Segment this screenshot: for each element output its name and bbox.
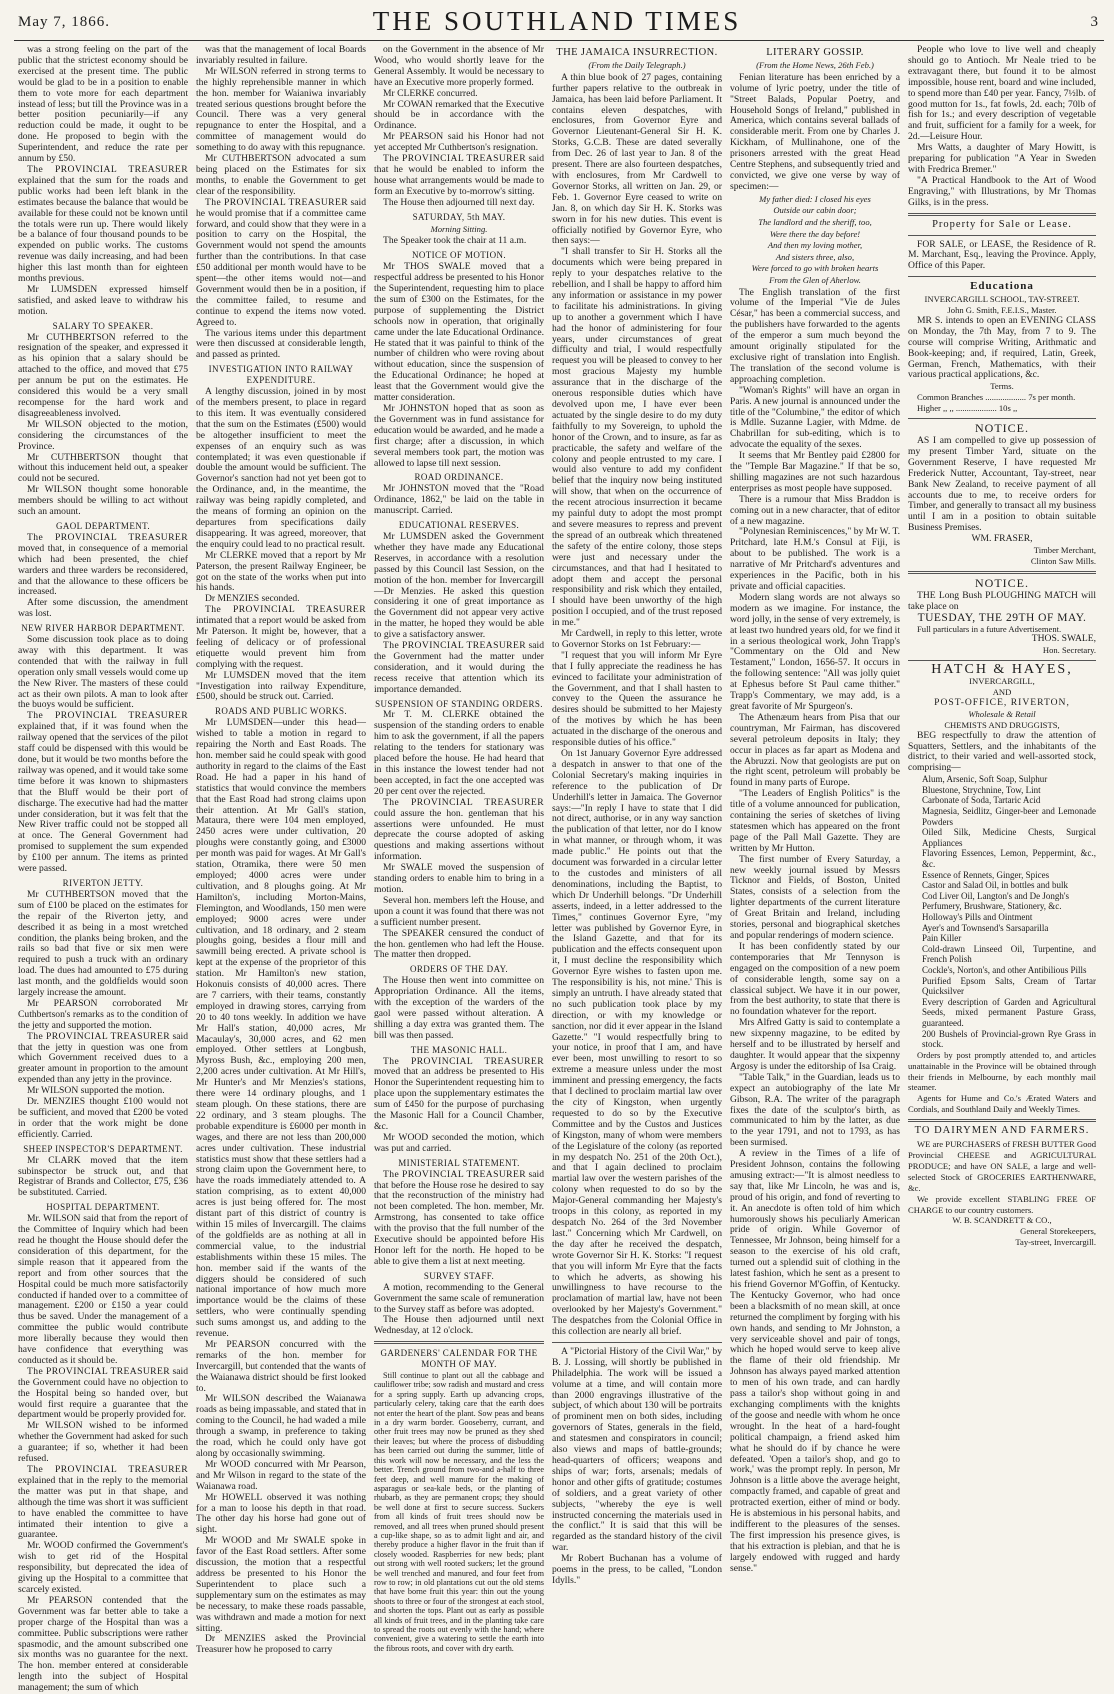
paragraph: Mr CUTHBERTSON advocated a sum being placed on the Estimates for six months, to enable the Government to get clear of the responsibility. bbox=[196, 153, 366, 197]
ad-signature: Hon. Secretary. bbox=[1042, 645, 1096, 656]
paragraph: Mr CLERKE concurred. bbox=[383, 87, 478, 99]
paragraph: The English translation of the first volume of the Imperial "Vie de Jules César," has been a commercial success, and the publishers have forwarded to the agents of the emperor a sum much beyond the amount originally stipulated for the exclusive right of translation into English. The translation of the second volume is approaching completion. bbox=[730, 286, 900, 385]
paragraph: Dr. MENZIES thought £100 would not be sufficient, and moved that £200 be voted in order that the work might be done efficiently. Carried. bbox=[18, 1096, 188, 1140]
paragraph: Mr. WOOD confirmed the Government's wish to get rid of the Hospital responsibility, but deprecated the idea of giving up the Hospital to a committee that scarcely existed. bbox=[18, 1540, 188, 1595]
paragraph: Mr CUTHBERTSON moved that the sum of £100 be placed on the estimates for the repair of the Riverton jetty, and described it as being in a most wretched condition, the planks being broken, and the rails so bad that five or six men were required to push a truck with an ordinary load. The dues had amounted to £75 during last month, and the goldfields would soon largely increase the amount. bbox=[18, 888, 188, 999]
terms-heading: Terms. bbox=[990, 381, 1014, 392]
section-heading: EDUCATIONAL RESERVES. bbox=[398, 520, 520, 531]
divider bbox=[374, 1341, 544, 1344]
paragraph bbox=[18, 1465, 188, 1541]
ad-heading: Educationa bbox=[970, 280, 1034, 293]
paragraph: Fenian literature has been enriched by a volume of lyric poetry, under the title of "Street Balads, Popular Poetry, and Household Songs of Ireland," published in America, which contains several ballads of considerable merit. From one by Charles J. Kickham, of Mullinahone, one of the prisoners arrested with the great Head Centre Stephens, and subsequently tried and convicted, we give one verse by way of specimen:— bbox=[730, 71, 900, 192]
divider bbox=[908, 1119, 1096, 1122]
paragraph: After some discussion, the amendment was lost. bbox=[18, 597, 188, 620]
paragraph: Mr LUMSDEN expressed himself satisfied, and asked leave to withdraw his motion. bbox=[18, 283, 188, 317]
paragraph: Mr THOS SWALE moved that a respectful address be presented to his Honor the Superintendent, requesting him to place the sum of £300 on the Estimates, for the purpose of supplementing the District schools now in operation, that originally came under the late Educational Ordinance. He stated that it was painful to think of the number of children who were roving about without education, since the suspension of the Educational Ordinance; he hoped at least that the Government would give the matter consideration. bbox=[374, 261, 544, 404]
divider bbox=[908, 571, 1096, 574]
issue-date: May 7, 1866. bbox=[18, 14, 110, 30]
poem-line: And sisters three, also, bbox=[775, 251, 855, 262]
paragraph bbox=[18, 1032, 188, 1087]
paragraph: Modern slang words are not always so modern as we imagine. For instance, the word jolly, in the sense of very extremely, is at least two hundred years old, for we find it in a serious theological work, John Trapp's "Commentary on the Old and New Testament," London, 1656-57. It occurs in the following sentence: "All was jolly quiet at Ephesus before St Paul came thither." Trapp's Commentary, we may add, is a great favorite of Mr Spurgeon's. bbox=[730, 591, 900, 712]
speech: said the Government could have no objection to the Hospital being so handed over, but would first require a guarantee that the department would be properly provided for. bbox=[18, 1365, 188, 1421]
divider bbox=[552, 1342, 722, 1343]
paragraph: Mr Robert Buchanan has a volume of poems in the press, to be called, "London Idylls." bbox=[552, 1553, 722, 1586]
paragraph bbox=[18, 1367, 188, 1422]
divider bbox=[908, 235, 1096, 236]
stock-item: Magnesia, Seidlitz, Ginger-beer and Lemonade Powders bbox=[922, 806, 1096, 827]
stock-item: Pain Killer bbox=[922, 933, 962, 944]
paragraph bbox=[18, 711, 188, 875]
paragraph: People who love to live well and cheaply should go to Antioch. Mr Neale tried to be extravagant there, but found it to be almost impossible, house rent, board and wine included, to spend more than £40 per year. Fancy, 7½lb. of good mutton for 1s., fat fowls, 2d. each; 70lb of fish for 1s.; and every description of vegetable and fruit, sufficient for a family for a week, for 2d.—Leisure Hour. bbox=[908, 44, 1096, 143]
paragraph: It has been confidently stated by our contemporaries that Mr Tennyson is engaged on the composition of a new poem of considerable length, some say on a classical subject. We have it in our power, from the best authority, to state that there is no foundation whatever for the report. bbox=[730, 940, 900, 1018]
speaker: The PROVINCIAL TREASURER bbox=[383, 796, 544, 808]
paragraph bbox=[196, 198, 366, 329]
section-heading: GARDENERS' CALENDAR FOR THE MONTH OF MAY. bbox=[380, 1348, 538, 1370]
speaker: The PROVINCIAL TREASURER bbox=[27, 1365, 171, 1377]
paragraph: Mr CUTHBERTSON referred to the resignation of the speaker, and expressed it as his opinion that a salary should be attached to the office, and moved that £75 per annum be put on the estimates. He considered this would be a very small recompense for the hard work and disagreeableness involved. bbox=[18, 331, 188, 419]
speech: explained that the sum for the roads and public works had been left blank in the estimates because the balance that would be available for these could not be known until the totals were run up. There would likely be a balance of four thousand pounds to be expended on public works. The customs revenue was daily increasing, and had been higher this last month than for eighteen months previous. bbox=[18, 174, 188, 285]
paragraph: The SPEAKER censured the conduct of the hon. gentlemen who had left the House. The matter then dropped. bbox=[374, 927, 544, 961]
advertisement: Agents for Hume and Co.'s Ærated Waters and Cordials, and Southland Daily and Weekly Times. bbox=[908, 1093, 1096, 1115]
paragraph: The first number of Every Saturday, a new weekly journal issued by Messrs Ticknor and Fields, of Boston, United States, consists of a selection from the lighter departments of the current literature of Great Britain and Ireland, including stories, personal and biographical sketches and popular renderings of modern science. bbox=[730, 853, 900, 941]
speech: said that the jetty in question was one from which Government received dues to a greater amount in proportion to the amount expended than any jetty in the province. bbox=[18, 1030, 188, 1086]
paragraph: Mr PEARSON contended that the Government was far better able to take a proper charge of the Hospital than was a committee. Public subscriptions were rather spasmodic, and the amount subscribed one six months was no guarantee for the next. The hon. member entered at considerable length into the subject of Hospital management; the sum of which bbox=[18, 1594, 188, 1694]
speech: intimated that a report would be asked from Mr Paterson. It might be, however, that a feeling of delicacy or of professional etiquette would prevent him from complying with the request. bbox=[196, 615, 366, 670]
column-5 bbox=[730, 45, 900, 1601]
stock-item: Bluestone, Strychnine, Tow, Lint bbox=[922, 784, 1041, 795]
paragraph: Mr HOWELL observed it was nothing for a man to loose his depth in that road. The other day his horse had gone out of sight. bbox=[196, 1491, 366, 1536]
stock-item: Cod Liver Oil, Langton's and De Jongh's bbox=[922, 890, 1069, 901]
paragraph: Dr MENZIES asked the Provincial Treasurer how he proposed to carry bbox=[196, 1633, 366, 1656]
paragraph: Mrs Alfred Gatty is said to contemplate a new sixpenny magazine, to be edited by herself and to be illustrated by herself and daughter. It would appear that the sixpenny Argosy is under the editorship of Isa Craig. bbox=[730, 1017, 900, 1072]
column-3 bbox=[374, 44, 544, 1653]
stock-item: 200 Bushels of Provincial-grown Rye Grass in stock. bbox=[922, 1028, 1096, 1050]
section-heading: SUSPENSION OF STANDING ORDERS. bbox=[375, 698, 543, 709]
paragraph bbox=[374, 1057, 544, 1133]
paragraph bbox=[196, 605, 366, 670]
advertisement: AS I am compelled to give up possession of my present Timber Yard, situate on the Government Reserve, I have requested Mr Frederick Nutter, Accountant, Tay-street, near Bank New Zealand, to receive payment of all accounts due to me, to receive orders for Timber, and generally to transact all my business until I am in a position to obtain suitable Business Premises. bbox=[908, 435, 1096, 534]
ad-heading: NOTICE. bbox=[975, 575, 1029, 590]
speech: explained that in the reply to the memorial the matter was put in that shape, and although the time was short it was sufficient to have enabled the committee to have intimated their intention to give a guarantee. bbox=[18, 1474, 188, 1541]
paragraph: The Speaker took the chair at 11 a.m. bbox=[383, 235, 527, 247]
paragraph: The House then went into committee on Appropriation Ordinance. All the items, with the exception of the warders of the gaol were passed without alteration. A shilling a day extra was granted them. The bill was then passed. bbox=[374, 975, 544, 1041]
terms-line: Higher ,, ,, ................... 10s ,, bbox=[917, 403, 1018, 414]
speaker: The PROVINCIAL TREASURER bbox=[383, 640, 527, 652]
paragraph: A thin blue book of 27 pages, containing further papers relative to the outbreak in Jamaica, has been laid before Parliament. It contains eleven despatches, with enclosures, from Governor Eyre and Governor Lieutenant-General Sir H. K. Storks, G.C.B. These are dated severally from Dec. 26 of last year to Jan. 8 of the present. There are also fourteen despatches, with enclosures, from Mr Cardwell to Governor Storks, all written on Jan. 29, or Feb. 1. Governor Eyre ceased to write on Jan. 8, on which day Sir H. K. Storks was sworn in for his new duties. This event is officially notified by Governor Eyre, who then says:— bbox=[552, 71, 722, 247]
poem-line: Outside our cabin door; bbox=[773, 205, 857, 216]
ad-signature: Timber Merchant, bbox=[1033, 545, 1096, 556]
ad-heading: Property for Sale or Lease. bbox=[932, 218, 1072, 230]
advertisement: Full particulars in a future Advertisement. bbox=[917, 623, 1062, 634]
paragraph: Mr SWALE moved the suspension of standing orders to enable him to bring in a motion. bbox=[374, 862, 544, 895]
speaker: The PROVINCIAL TREASURER bbox=[205, 196, 349, 208]
speaker: The PROVINCIAL TREASURER bbox=[27, 163, 188, 175]
paragraph bbox=[18, 533, 188, 598]
paragraph: Mrs Watts, a daughter of Mary Howitt, is preparing for publication "A Year in Sweden with Fredrica Bremer." bbox=[908, 142, 1096, 175]
stock-item: Essence of Rennets, Ginger, Spices bbox=[922, 869, 1050, 880]
paragraph: Mr WILSON wished to be informed whether the Government had asked for such a guarantee; if so, whether it had been refused. bbox=[18, 1420, 188, 1465]
paragraph: The House then adjourned until next Wednesday, at 12 o'clock. bbox=[374, 1314, 544, 1337]
paragraph: "I shall transfer to Sir H. Storks all the documents which were being prepared in reply to your despatches relative to the rebellion, and I shall be happy to afford him any information or assistance in my power to facilitate his administrations. In giving up to another a government which I have had the honor of administering for four years, under circumstances of great difficulty and trial, I would respectfully request you will be pleased to convey to her most gracious Majesty my humble assurance that in the discharge of the onerous responsible duties which have devolved upon me, I have ever been actuated by the single desire to do my duty faithfully to my Sovereign, to uphold the honor of the Crown, and to insure, as far as practicable, the safety and welfare of the colony and people entrusted to my care. I would also venture to add my confident belief that the inquiry now being instituted will show, that when on the occurrence of the recent atrocious insurrection it became my painful duty to adopt the most prompt and severe measures to repress and prevent the spread of an outbreak which threatened the safety of the entire colony, those steps were just and necessary under the circumstances, and that had I hesitated to adopt them and accept the personal responsibility and risk which they entailed, I should have been unworthy of the high position I occupied, and of the trust reposed in me." bbox=[552, 246, 722, 629]
speaker: The PROVINCIAL TREASURER bbox=[27, 531, 188, 543]
speech: moved that an address be presented to His Honor the Superintendent requesting him to place upon the supplementary estimates the sum of £450 for the purpose of purchasing the Masonic Hall for a Council Chamber, &c. bbox=[374, 1066, 544, 1132]
ad-signature: WM. FRASER, bbox=[971, 533, 1033, 545]
paragraph: A motion, recommending to the General Government the same scale of remuneration to the Survey staff as before was adopted. bbox=[374, 1281, 544, 1315]
column-1 bbox=[18, 44, 188, 1694]
ad-signature: W. B. SCANDRETT & CO., bbox=[952, 1215, 1052, 1226]
paragraph: Mr PEARSON said his Honor had not yet accepted Mr Cuthbertson's resignation. bbox=[374, 131, 544, 154]
paragraph: Mr WOOD concurred with Mr Pearson, and Mr Wilson in regard to the state of the Waianawa road. bbox=[196, 1458, 366, 1492]
paragraph: Still continue to plant out all the cabbage and cauliflower tribe; sow radish and mustard and cress for a spring supply. Earth up advancing crops, particularly celery, taking care that the earth does not enter the heart of the plant. Sow peas and beans in a dry warm border. Gooseberry, currant, and other fruit trees may now be pruned as they shed their leaves; but where the process of disbudding has been carried out during the summer, little of this work will now be necessary, and the less the better. Trench ground from two-and a-half to three feet deep, and well manure for the making of asparagus or sea-kale beds, or the planting of rhubarb, as they are permanent crops; they should be well done at first to secure success. Suckers from all kinds of fruit trees should now be removed, and all trees when pruned should present a cup-like shape, so as to admit light and air, and thereby produce a higher flavor in the fruit than if closely wooded. Raspberries for new beds; plant out strong with well rooted suckers; let the ground be well trenched and manured, and four feet from row to row; in old plantations cut out the old stems that have borne fruit this year: thin out the young shoots to three or four of the strongest at each stool, and shorten the tops. Plant out as early as possible all kinds of fruit trees, and in the planting take care to spread the roots out evenly with the hand; where convenient, give a watering to settle the earth into the fibrous roots, and cover with dry earth. bbox=[374, 1371, 544, 1653]
poem-line: From the Glen of Aherlow. bbox=[769, 274, 861, 285]
ad-signature: Clinton Saw Mills. bbox=[1030, 555, 1096, 566]
section-heading: INVESTIGATION INTO RAILWAY EXPENDITURE. bbox=[208, 364, 354, 386]
advertisement: We provide excellent STABLING FREE OF CHARGE to our country customers. bbox=[908, 1193, 1096, 1215]
paragraph: Mr JOHNSTON moved that the "Road Ordinance, 1862," be laid on the table in manuscript. Carried. bbox=[374, 483, 544, 517]
paragraph: Mr LUMSDEN—under this head—wished to table a motion in regard to repairing the North and East Roads. The hon. member said he could speak with good authority in regard to the claims of the East Road. He had a paper in his hand of statistics that would convince the members that the East Road had strong claims upon their attention. At Mr Gall's station, Mataura, there were 104 men employed, 2450 acres were under cultivation, 20 ploughs were constantly going, and £3000 per month was paid for wages. At Mr Gall's station, Otramika, there were 50 men employed; 4000 acres were under cultivation, and 8 ploughs going. At Mr Hamilton's, including Morton-Mains, Flemington, and Woodlands, 150 men were employed; 9000 acres were under cultivation, and 18 ordinary, and 2 steam ploughs going, besides a flour mill and sawmill being erected. A private school is kept at the expense of the proprietor of this station. Mr Hamilton's new station, Hokonuis consists of 40,000 acres. There are 7 carriers, with their teams, constantly employed in drawing stores, carrying from 20 to 40 tons weekly. In addition we have Mr Hall's station, 40,000 acres, Mr Macaulay's, 30,000 acres, and 62 men employed. Other settlers at Longbush, Myross Bush, &c., employing 200 men, 2,200 acres under cultivation. At Mr Hill's, Mr Hunter's and Mr Menzies's stations, there were 14 ordinary ploughs, and 1 steam plough. On these stations, there are 22 ordinary, and 3 steam ploughs. The probable expenditure is £6000 per month in wages, and there are not less than 200,000 acres under cultivation. These industrial statistics must show that these settlers had a strong claim upon the Government here, to have the roads immediately attended to. A station comprising, as to extent 40,000 acres is just being offered for. The most distant part of this district of country is within 15 miles of Invercargill. The claims of the goldfields are as nothing at all in commercial value, to the industrial establishments within these 15 miles. The hon. member said if the wants of the diggers should be considered of such national importance of how much more importance would be the claims of these settlers, who were continually spending such sums amongst us, and adding to the revenue. bbox=[196, 717, 366, 1340]
page-number: 3 bbox=[1090, 14, 1098, 30]
ad-heading: NOTICE. bbox=[975, 421, 1029, 436]
advertisement: FOR SALE, or LEASE, the Residence of R. M. Marchant, Esq., leaving the Province. Apply, Office of this Paper. bbox=[908, 238, 1096, 272]
column-2 bbox=[196, 44, 366, 1656]
paragraph: On 1st January Governor Eyre addressed a despatch in answer to that one of the Colonial Secretary's making inquiries in reference to the publication of Dr Underhill's letter in Jamaica. The Governor says:—"In reply I have to state that I did not direct, authorise, or in any way sanction the publication of that letter, nor do I know in what manner, or through whom, it was made public." He points out that the document was forwarded in a circular letter to the custodes and ministers of all denominations, including the Baptist, to which Dr Underhill belongs. "Dr Underhill asserts, indeed, in a letter addressed to the Times," continues Governor Eyre, "my letter was published by Governor Eyre, in the Island Gazette, and that for its publication and the effects consequent upon it, I must decline the responsibility which Governor Eyre wishes to fasten upon me. The responsibility is his, not mine.' This is simply an untruth. I have already stated that no such publication took place by my direction, or with my knowledge or sanction, nor did it ever appear in the Island Gazette." "I would respectfully bring to your notice, in proof that I am, and have ever been, most unwilling to resort to so extreme a measure unless under the most imminent and pressing emergency, the facts that I declined to proclaim martial law over the city of Kingston, when urgently requested to do so by the Executive Committee and by the Custos and Justices of Kingston, many of whom were members of the Legislature of the colony (as reported in my despatch No. 251 of the 20th Oct.), and that I again declined to proclaim martial law over the western parishes of the colony when requested to do so by the Major-General commanding her Majesty's troops in this colony, as reported in my despatch No. 264 of the 3rd November last." Concerning which Mr Cardwell, on the day after he received the despatch, wrote Governor Sir H. K. Storks: "I request that you will inform Mr Eyre that the facts to which he adverts, as showing his unwillingness to have recourse to the proclamation of martial law, have not been overlooked by her Majesty's Government." The despatches from the Colonial Office in this collection are nearly all brief. bbox=[552, 748, 722, 1338]
stock-item: Castor and Salad Oil, in bottles and bulk bbox=[922, 880, 1068, 891]
paragraph: A review in the Times of a life of President Johnson, contains the following amusing extract:—"It is almost needless to say that, like Mr Lincoln, he was and is, proud of his origin, and fond of reverting to it. An anecdote is often told of him which humorously shows his peculiarly American pride of origin. While Governor of Tennessee, Mr Johnson, being himself for a season to the exercise of his old craft, turned out a splendid suit of clothing in the latest fashion, which he sent as a present to his friend Governor M'Goffin, of Kentucky. The Kentucky Governor, who had once been a blacksmith of no mean skill, at once returned the compliment by forging with his own hands, and sending to Mr Johnston, a very serviceable shovel and pair of tongs, which he hoped would serve to keep alive the flame of their old friendship. Mr Johnson has always payed marked attention to men of his own trade, and can hardly pass a tailor's shop without going in and exchanging compliments with the knights of the goose and needle with whom he once wrought. In the heat of a hard-fought political champaign, a friend asked him what he should do if by chance he were defeated. 'Open a tailor's shop, and go to work,' was the prompt reply. In person, Mr Johnson is a little above the average height, compactly framed, and capable of great and protracted exertion, either of mind or body. He is abstemious in his personal habits, and indifferent to the pleasures of the senses. The first impression his presence gives, is that his extraction is plebian, and that he is largely endowed with rugged and hardy sense." bbox=[730, 1148, 900, 1574]
speaker: The PROVINCIAL TREASURER bbox=[27, 710, 188, 722]
paragraph: Mr WILSON referred in strong terms to the highly reprehensible manner in which the hon. member for Waianiwa invariably treated serious questions brought before the Council. There was a very general repugnance to enter the Hospital, and a committee of management would do something to do away with this repugnance. bbox=[196, 65, 366, 154]
newspaper-title: THE SOUTHLAND TIMES bbox=[372, 6, 742, 36]
paragraph: "Woman's Rights" will have an organ in Paris. A new journal is announced under the title of the "Columbine," the editor of which is Mdlle. Suzanne Lagier, with Mdme. de Chabrillan for sub-editing, which is to advocate the equality of the sexes. bbox=[730, 384, 900, 451]
ad-signature: General Storekeepers, bbox=[1020, 1226, 1096, 1237]
paragraph: Mr WOOD seconded the motion, which was put and carried. bbox=[374, 1131, 544, 1154]
firm-trade: Wholesale & Retail bbox=[968, 708, 1036, 719]
paragraph: "Polynesian Reminiscences," by Mr W. T. Pritchard, late H.M.'s Consul at Fiji, is about to be published. The work is a narrative of Mr Pritchard's adventures and experiences in the Pacific, both in his private and official capacities. bbox=[730, 526, 900, 592]
paragraph: Mr LUMSDEN moved that the item "Investigation into railway Expenditure, £500, should be struck out. Carried. bbox=[196, 669, 366, 703]
paragraph: Mr COWAN remarked that the Executive should be in accordance with the Ordinance. bbox=[374, 98, 544, 132]
section-heading: SALARY TO SPEAKER. bbox=[52, 320, 154, 331]
paragraph bbox=[374, 798, 544, 863]
paragraph: on the Government in the absence of Mr Wood, who would shortly leave for the General Assembly. It would be necessary to have an Executive more properly formed. bbox=[374, 44, 544, 88]
speaker: The PROVINCIAL TREASURER bbox=[383, 1168, 527, 1180]
poem-line: And then my loving mother, bbox=[767, 240, 863, 251]
school-master: John G. Smith, F.E.I.S., Master. bbox=[947, 305, 1057, 316]
paragraph: Mr LUMSDEN asked the Government whether they have made any Educational Reserves, in accordance with a resolution passed by this Council last Session, on the motion of the hon. member for Invercargill—Dr Menzies. He asked this question considering it one of great importance as the Government did not appear very active in the matter, he hoped they would be able to give a satisfactory answer. bbox=[374, 530, 544, 641]
paragraph bbox=[374, 641, 544, 696]
poem-line: The landlord and the sheriff, too, bbox=[758, 216, 872, 227]
ad-signature: THOS. SWALE, bbox=[1031, 633, 1096, 645]
advertisement: WE are PURCHASERS of FRESH BUTTER Good Provincial CHEESE and AGRICULTURAL PRODUCE; and have ON SALE, a large and well-selected Stock of GROCERIES EARTHENWARE, &c. bbox=[908, 1139, 1096, 1193]
ad-signature: Tay-street, Invercargill. bbox=[1015, 1237, 1096, 1248]
paragraph: Mr PEARSON concurred with the remarks of the hon. member for Invercargill, but contended that the wants of the Waianawa district should be first looked to. bbox=[196, 1338, 366, 1394]
terms-line: Common Branches ................... 7s per month. bbox=[917, 392, 1076, 403]
section-heading: GAOL DEPARTMENT. bbox=[55, 520, 151, 531]
speech: said he would promise that if a committee came forward, and could show that they were in a position to carry on the Hospital, the Government would not spend the amounts further than the contributions. In that case £50 additional per month would have to be spent—the other items would not—and Government would then be in a position, if the committee failed, to resume and continue to expend the items now voted. Agreed to. bbox=[196, 196, 366, 328]
paragraph: was a strong feeling on the part of the public that the strictest economy should be exercised at the present time. The public would be glad to be in a position to enable them to vote more for each department instead of less; but till the Province was in a better position pecuniarily—if any reduction could be made, it ought to be done. He proposed to begin with the Superintendent, and reduce the rate per annum by £50. bbox=[18, 44, 188, 165]
paragraph: "A Practical Handbook to the Art of Wood Engraving," with Illustrations, by Mr Thomas Gilks, is in the press. bbox=[908, 174, 1096, 208]
paragraph: Mr. WILSON said that from the report of the Committee of Inquiry which had been read he thought the House should defer the consideration of this department, for the simple reason that it appeared from the report and from other sources that the Hospital could be much more satisfactorily conducted if handed over to a committee of management. £200 or £150 a year could thus be saved. Under the management of a committee the public would contribute more liberally because they would then have confidence that everything was conducted as it should be. bbox=[18, 1213, 188, 1366]
section-heading: SHEEP INSPECTOR'S DEPARTMENT. bbox=[23, 1143, 183, 1154]
speech: said the Government had the matter under consideration, and it would during the recess receive that attention which its importance demanded. bbox=[374, 640, 544, 695]
paragraph: A lengthy discussion, joined in by most of the members present, to place in regard to this item. It was eventually considered that the sum on the Estimates (£500) would be altogether insufficient to meet the expenses of an enquiry such as was contemplated; it was even questionable if double the amount would be sufficient. The Governor's sanction had not yet been got to the Ordinance, and, in the meantime, the railway was being rapidly completed, and the means of forming an opinion on the departures from specifications daily disappearing. It was agreed, moreover, that the enquiry could lead to no practical result. bbox=[196, 386, 366, 550]
paragraph: Mr WILSON supported the motion. bbox=[27, 1085, 165, 1097]
poem-line: Were forced to go with broken hearts bbox=[751, 263, 879, 274]
paragraph: Mr CUTHBERTSON thought that without this inducement held out, a speaker could not be secured. bbox=[18, 451, 188, 485]
paragraph bbox=[374, 154, 544, 198]
divider bbox=[908, 660, 1096, 661]
divider bbox=[908, 418, 1096, 419]
section-heading: ORDERS OF THE DAY. bbox=[409, 964, 509, 975]
section-source: (From the Daily Telegraph.) bbox=[588, 59, 686, 70]
paragraph: Mr Cardwell, in reply to this letter, wrote to Governor Storks on 1st February:— bbox=[552, 628, 722, 650]
speech: said that before the House rose he desired to say that the reconstruction of the ministry had not been completed. The hon. member, Mr. Armstrong, has consented to take office with the proviso that the full number of the Executive should be appointed before His Honor left for the north. He hoped to be able to give them a list at next meeting. bbox=[374, 1168, 544, 1267]
stock-item: Purified Epsom Salts, Cream of Tartar Quicksilver bbox=[922, 975, 1096, 997]
stock-item: Carbonate of Soda, Tartaric Acid bbox=[922, 795, 1041, 806]
divider bbox=[908, 276, 1096, 277]
event-date: TUESDAY, THE 29TH OF MAY. bbox=[917, 611, 1087, 624]
paragraph: Mr WILSON thought some honorable members should be willing to act without such an amount. bbox=[18, 484, 188, 518]
speaker: The PROVINCIAL TREASURER bbox=[383, 153, 527, 165]
section-heading: THE JAMAICA INSURRECTION. bbox=[556, 47, 718, 58]
speech: explained that, if it was found when the railway opened that the services of the pilot staff could be dispensed with this would be done, but it would be two months before the railway was opened, and it would take some time before it was known to shipmasters that the Bluff would be their port of discharge. The executive had had the matter under consideration, but it was felt that the New River traffic could not be stopped all at once. The General Government had promised to supplement the sum expended by £100 per annum. The items as printed were passed. bbox=[18, 721, 188, 875]
stock-item: Holloway's Pills and Ointment bbox=[922, 912, 1033, 922]
poem-line: Were there the day before! bbox=[769, 228, 861, 239]
paragraph bbox=[18, 165, 188, 285]
advertisement: Orders by post promptly attended to, and articles unattainable in the Province will be obtained through their friends in Melbourne, by each monthly mail steamer. bbox=[908, 1049, 1096, 1093]
masthead-rule bbox=[14, 40, 1104, 41]
paragraph: Several hon. members left the House, and upon a count it was found that there was not a sufficient number present. bbox=[374, 894, 544, 928]
paragraph: Mr WILSON objected to the motion, considering the circumstances of the Province. bbox=[18, 418, 188, 452]
section-heading: ROADS AND PUBLIC WORKS. bbox=[214, 706, 348, 717]
paragraph: Mr T. M. CLERKE obtained the suspension of the standing orders to enable him to ask the government, if all the papers relating to the tenders for stationary was placed before the house. He had heard that in this instance the lowest tender had not been accepted, in fact the one accepted was 20 per cent over the rejected. bbox=[374, 709, 544, 797]
stock-item: Every description of Garden and Agricultural Seeds, mixed permanent Pasture Grass, guaranteed. bbox=[922, 996, 1096, 1028]
stock-item: Ayer's and Townsend's Sarsaparilla bbox=[922, 922, 1049, 933]
paragraph: "I request that you will inform Mr Eyre that I fully appreciate the readiness he has evinced to facilitate your administration of the Government, and that I shall hasten to convey to the Queen the assurance he desires should be submitted to her Majesty of the motives by which he has been actuated in the discharge of the onerous and responsible duties of his office." bbox=[552, 649, 722, 749]
stock-item: Oiled Silk, Medicine Chests, Surgical Appliances bbox=[922, 827, 1096, 848]
paragraph: was that the management of local Boards invariably resulted in failure. bbox=[196, 44, 366, 66]
column-4 bbox=[552, 45, 722, 1601]
paragraph: Some discussion took place as to doing away with this department. It was contended that with the railway in full operation only small vessels would come up the New River. The masters of these could act as their own pilots. A man to look after the buoys would be sufficient. bbox=[18, 634, 188, 711]
speaker: The PROVINCIAL TREASURER bbox=[27, 1464, 188, 1475]
speech: could assure the hon. gentleman that his assertions were unfounded. He must deprecate the course adopted of asking questions and making assertions without information. bbox=[374, 807, 544, 863]
speaker: The PROVINCIAL TREASURER bbox=[383, 1055, 544, 1067]
paragraph: Mr WILSON described the Waianawa roads as being impassable, and stated that in coming to the Council, he had waded a mile through a swamp, in preference to taking the road, which he could only have got along by occasionally swimming. bbox=[196, 1393, 366, 1459]
section-heading: ROAD ORDINANCE. bbox=[414, 472, 504, 483]
column-6-advertisements bbox=[908, 45, 1096, 1601]
section-heading: SURVEY STAFF. bbox=[423, 1270, 495, 1281]
section-heading: THE MASONIC HALL. bbox=[410, 1044, 508, 1055]
stock-item: Perfumery, Brushware, Stationery, &c. bbox=[922, 901, 1062, 912]
firm-and: AND bbox=[992, 687, 1012, 698]
paragraph: The various items under this department were then discussed at considerable length, and passed as printed. bbox=[196, 327, 366, 361]
paragraph: Mr CLERKE moved that a report by Mr Paterson, the present Railway Engineer, be got on the state of the works when put into his hands. bbox=[196, 549, 366, 594]
firm-place: INVERCARGILL, bbox=[969, 676, 1035, 687]
paragraph: Mr CLARK moved that the item subinspector be struck out, and that Registrar of Brands and Collector, £75, £36 be substituted. Carried. bbox=[18, 1154, 188, 1199]
section-heading: NEW RIVER HARBOR DEPARTMENT. bbox=[21, 623, 185, 634]
speaker: The PROVINCIAL TREASURER bbox=[27, 1030, 171, 1042]
school-name: INVERCARGILL SCHOOL, TAY-STREET. bbox=[924, 294, 1080, 305]
paragraph: Mr PEARSON corroborated Mr Cuthbertson's remarks as to the condition of the jetty and supported the motion. bbox=[18, 997, 188, 1031]
paragraph: The House then adjourned till next day. bbox=[383, 196, 535, 208]
paragraph: It seems that Mr Bentley paid £2800 for the "Temple Bar Magazine." If that be so, shilling magazines are not such hazardous enterprises as most people have supposed. bbox=[730, 450, 900, 494]
stock-item: Flavoring Essences, Lemon, Peppermint, &c., &c. bbox=[922, 848, 1096, 870]
advertisement: MR S. intends to open an EVENING CLASS on Monday, the 7th May, from 7 to 9. The course will comprise Writing, Arithmatic and Book-keeping; and, if required, Latin, Greek, German, French, Mathematics, with their various practical applications, &c. bbox=[908, 314, 1096, 381]
paragraph: There is a rumour that Miss Braddon is coming out in a new character, that of editor of a new magazine. bbox=[730, 493, 900, 527]
paragraph: A "Pictorial History of the Civil War," by B. J. Lossing, will shortly be published in Philadelphia. The work will be issued a volume at a time, and will contain more than 2000 engravings illustrative of the subject, of which about 130 will be portraits of prominent men on both sides, including governors of States, generals in the field, and statesmen and conspirators in council; also views and maps of battle-grounds; head-quarters of officers; weapons and ships of war; forts, arsenals; medals of honor and other gifts of gratitude; costumes of soldiers, and a great variety of other subjects, "whereby the eye is well instructed concerning the materials used in the conflict." It is said that this will be regarded as the standard history of the civil war. bbox=[552, 1345, 722, 1554]
paragraph: Dr MENZIES seconded. bbox=[205, 593, 300, 605]
section-heading: NOTICE OF MOTION. bbox=[411, 250, 507, 261]
paragraph bbox=[374, 1170, 544, 1268]
stock-item: Cold-drawn Linseed Oil, Turpentine, and French Polish bbox=[922, 943, 1096, 965]
speech: moved that, in consequence of a memorial which had been presented, the chief warders and three warders be reconsidered, and that the allowance to these officers be increased. bbox=[18, 542, 188, 598]
section-heading: MINISTERIAL STATEMENT. bbox=[398, 1157, 520, 1168]
section-heading: HOSPITAL DEPARTMENT. bbox=[46, 1202, 160, 1213]
advertisement: BEG respectfully to draw the attention of Squatters, Settlers, and the inhabitants of the district, to their varied and well-assorted stock, comprising— bbox=[908, 729, 1096, 774]
paragraph: The Athenæum hears from Pisa that our countryman, Mr Fairman, has discovered several petroleum deposits in Italy; they occur in places as far apart as Modena and the Abruzzi. Now that geologists are put on the right scent, petroleum will probably be found in many parts of Europe. bbox=[730, 711, 900, 789]
section-heading: LITERARY GOSSIP. bbox=[766, 47, 864, 58]
section-source: (From the Home News, 26th Feb.) bbox=[756, 59, 874, 70]
poem-line: My father died: I closed his eyes bbox=[759, 193, 871, 204]
firm-place: POST-OFFICE, RIVERTON, bbox=[934, 696, 1070, 708]
section-heading: RIVERTON JETTY. bbox=[62, 877, 144, 888]
paragraph: "The Leaders of English Politics" is the title of a volume announced for publication, containing the series of sketches of living statesmen which has appeared on the front page of the Pall Mall Gazette. They are written by Mr Hutton. bbox=[730, 788, 900, 854]
section-subheading: Morning Sitting. bbox=[430, 223, 488, 234]
ad-heading: TO DAIRYMEN AND FARMERS. bbox=[914, 1125, 1090, 1137]
divider bbox=[908, 213, 1096, 216]
masthead bbox=[0, 0, 1114, 40]
speech: said that he would be enabled to inform the house what arrangements would be made to form an Executive by to-morrow's sitting. bbox=[374, 153, 544, 197]
paragraph: Mr JOHNSTON hoped that as soon as the Government was in fund assistance for education would be awarded, and he made a first charge; after a discussion, in which several members took part, the motion was allowed to lapse till next session. bbox=[374, 403, 544, 469]
advertisement: THE Long Bush PLOUGHING MATCH will take place on bbox=[908, 589, 1096, 612]
firm-name: HATCH & HAYES, bbox=[931, 662, 1073, 678]
section-heading: SATURDAY, 5th MAY. bbox=[412, 211, 506, 222]
speaker: The PROVINCIAL TREASURER bbox=[205, 604, 366, 616]
stock-item: Alum, Arsenic, Soft Soap, Sulphur bbox=[922, 774, 1048, 785]
firm-kind: CHEMISTS AND DRUGGISTS, bbox=[944, 719, 1060, 730]
stock-item: Cockle's, Norton's, and other Antibilious Pills bbox=[922, 964, 1087, 975]
paragraph: "Table Talk," in the Guardian, leads us to expect an autobiography of the late Mr Gibson, R.A. The writer of the paragraph fixes the date of the sculptor's birth, as communicated to him by the latter, as due to the year 1791, and not to 1793, as has been surmised. bbox=[730, 1071, 900, 1149]
paragraph: Mr WOOD and Mr SWALE spoke in favor of the East Road settlers. After some discussion, the motion that a respectful address be presented to his Honor the Superintendent to place such a supplementary sum on the estimates as may be necessary, to make these roads passable, was withdrawn and made a motion for next sitting. bbox=[196, 1535, 366, 1634]
